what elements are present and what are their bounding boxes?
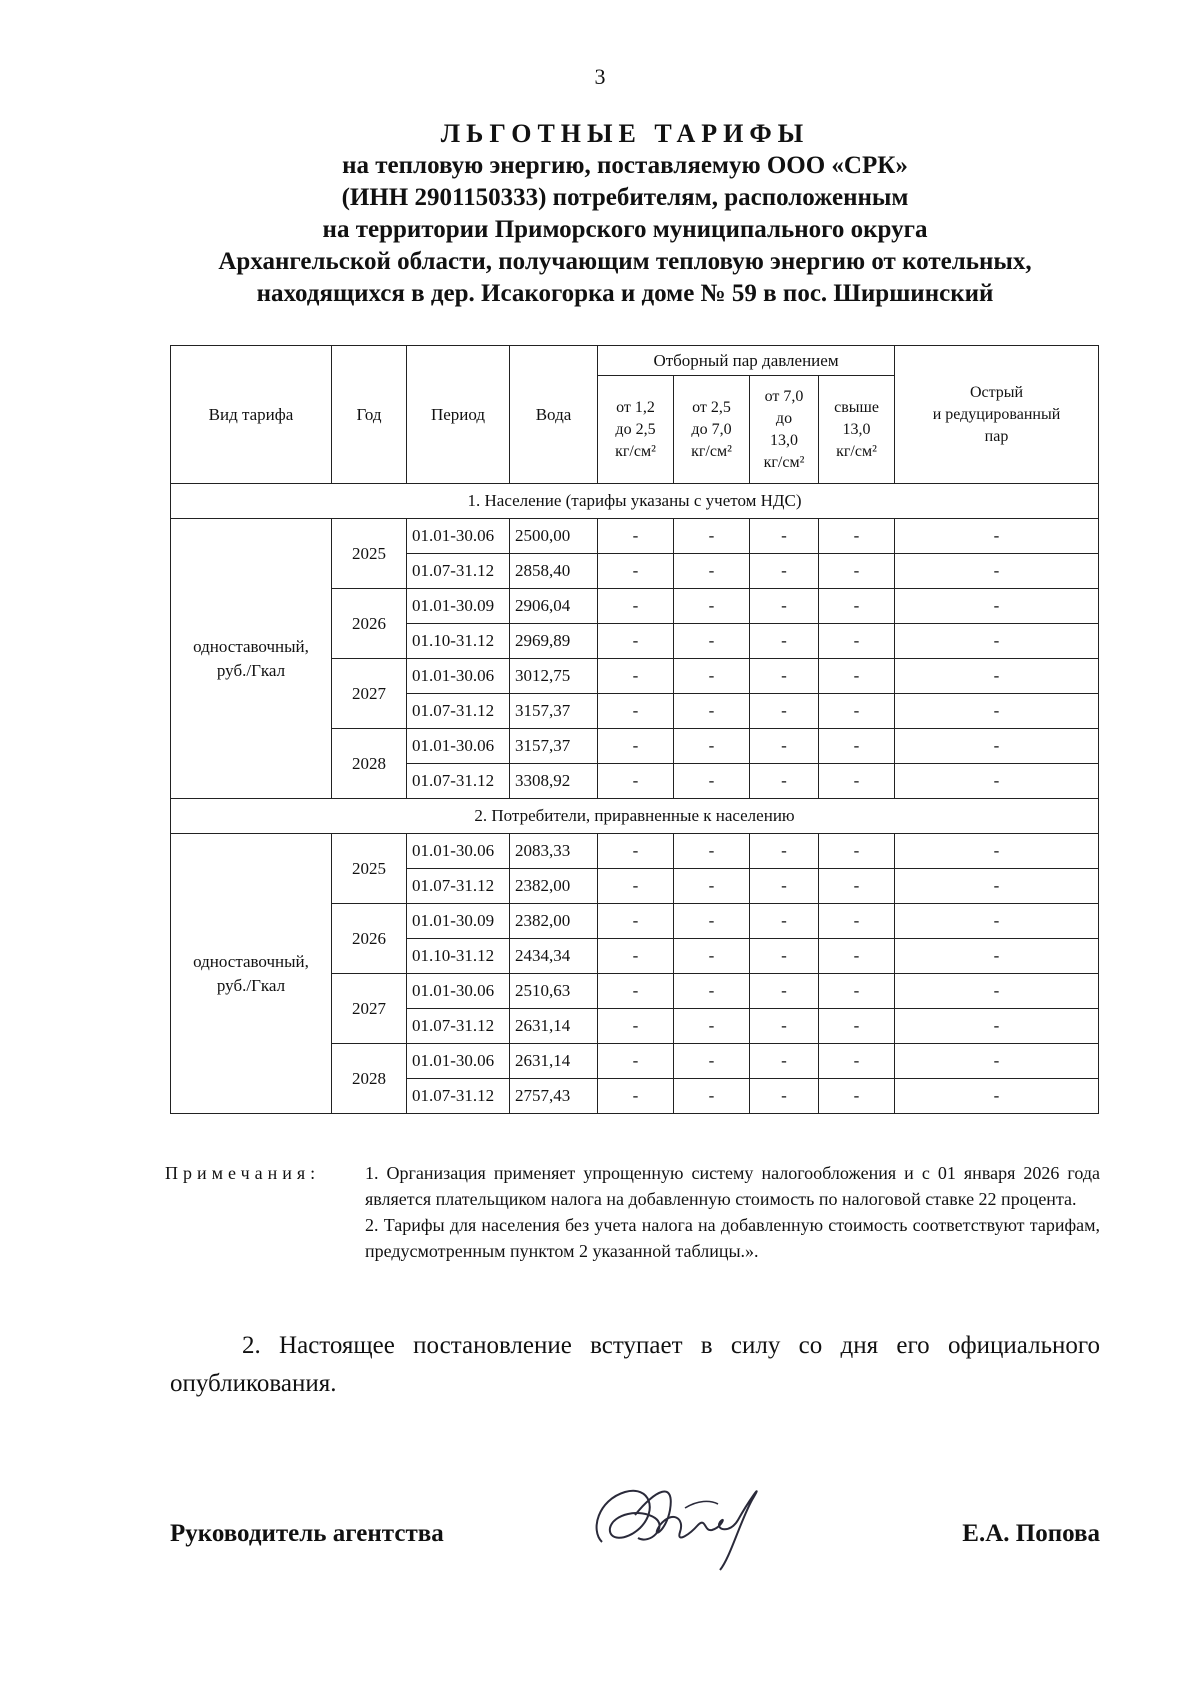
notes-label: Примечания: xyxy=(165,1163,321,1183)
p3-tariff-cell: - xyxy=(750,974,819,1009)
header-period: Период xyxy=(407,346,510,484)
year-cell: 2025 xyxy=(332,519,407,589)
p1-tariff-cell: - xyxy=(598,974,674,1009)
sharp-tariff-cell: - xyxy=(895,904,1099,939)
period-cell: 01.10-31.12 xyxy=(407,939,510,974)
period-cell: 01.07-31.12 xyxy=(407,1009,510,1044)
p3-tariff-cell: - xyxy=(750,764,819,799)
period-cell: 01.07-31.12 xyxy=(407,764,510,799)
p3-tariff-cell: - xyxy=(750,554,819,589)
period-cell: 01.01-30.06 xyxy=(407,729,510,764)
period-cell: 01.01-30.06 xyxy=(407,659,510,694)
p3-tariff-cell: - xyxy=(750,589,819,624)
p1-tariff-cell: - xyxy=(598,1009,674,1044)
header-p2-line-3: кг/см² xyxy=(691,442,732,460)
header-pressure-2 xyxy=(674,376,750,484)
title-line-6: находящихся в дер. Исакогорка и доме № 59 в пос. Ширшинский xyxy=(256,280,994,307)
p2-tariff-cell: - xyxy=(674,764,750,799)
period-cell: 01.01-30.06 xyxy=(407,834,510,869)
p3-tariff-cell: - xyxy=(750,939,819,974)
p1-tariff-cell: - xyxy=(598,939,674,974)
header-sharp-line-3: пар xyxy=(984,427,1009,445)
water-tariff-cell: 3157,37 xyxy=(510,694,598,729)
tariff-type-line-1: одноставочный, xyxy=(193,636,309,656)
p3-tariff-cell: - xyxy=(750,729,819,764)
p4-tariff-cell: - xyxy=(819,729,895,764)
header-pressure-3 xyxy=(750,376,819,484)
p2-tariff-cell: - xyxy=(674,659,750,694)
sharp-tariff-cell: - xyxy=(895,554,1099,589)
sharp-tariff-cell: - xyxy=(895,974,1099,1009)
period-cell: 01.01-30.06 xyxy=(407,1044,510,1079)
page-number: 3 xyxy=(594,64,606,89)
year-cell: 2028 xyxy=(332,1044,407,1114)
p2-tariff-cell: - xyxy=(674,1044,750,1079)
p1-tariff-cell: - xyxy=(598,869,674,904)
p4-tariff-cell: - xyxy=(819,904,895,939)
p3-tariff-cell: - xyxy=(750,659,819,694)
year-cell: 2026 xyxy=(332,589,407,659)
period-cell: 01.07-31.12 xyxy=(407,554,510,589)
effective-date-clause: 2. Настоящее постановление вступает в силу со дня его официального опубликования. xyxy=(170,1332,1100,1397)
p1-tariff-cell: - xyxy=(598,1044,674,1079)
p4-tariff-cell: - xyxy=(819,554,895,589)
p4-tariff-cell: - xyxy=(819,519,895,554)
sharp-tariff-cell: - xyxy=(895,1044,1099,1079)
p4-tariff-cell: - xyxy=(819,1079,895,1114)
header-p4-line-3: кг/см² xyxy=(836,442,877,460)
water-tariff-cell: 3308,92 xyxy=(510,764,598,799)
p1-tariff-cell: - xyxy=(598,554,674,589)
p1-tariff-cell: - xyxy=(598,904,674,939)
signer-name: Е.А. Попова xyxy=(962,1520,1100,1547)
header-p2-line-1: от 2,5 xyxy=(692,398,731,416)
p3-tariff-cell: - xyxy=(750,1079,819,1114)
water-tariff-cell: 2906,04 xyxy=(510,589,598,624)
header-p1-line-2: до 2,5 xyxy=(615,420,656,438)
p2-tariff-cell: - xyxy=(674,834,750,869)
header-year: Год xyxy=(332,346,407,484)
period-cell: 01.07-31.12 xyxy=(407,869,510,904)
p4-tariff-cell: - xyxy=(819,939,895,974)
header-p3-line-1: от 7,0 xyxy=(764,387,804,405)
sharp-tariff-cell: - xyxy=(895,624,1099,659)
p4-tariff-cell: - xyxy=(819,869,895,904)
water-tariff-cell: 2434,34 xyxy=(510,939,598,974)
p2-tariff-cell: - xyxy=(674,869,750,904)
water-tariff-cell: 2083,33 xyxy=(510,834,598,869)
p1-tariff-cell: - xyxy=(598,589,674,624)
water-tariff-cell: 2382,00 xyxy=(510,869,598,904)
water-tariff-cell: 2969,89 xyxy=(510,624,598,659)
period-cell: 01.01-30.06 xyxy=(407,974,510,1009)
sharp-tariff-cell: - xyxy=(895,659,1099,694)
p2-tariff-cell: - xyxy=(674,974,750,1009)
water-tariff-cell: 2858,40 xyxy=(510,554,598,589)
p4-tariff-cell: - xyxy=(819,1044,895,1079)
header-tariff-type: Вид тарифа xyxy=(171,346,332,484)
sharp-tariff-cell: - xyxy=(895,1009,1099,1044)
p4-tariff-cell: - xyxy=(819,624,895,659)
header-water: Вода xyxy=(510,346,598,484)
p4-tariff-cell: - xyxy=(819,834,895,869)
notes xyxy=(165,1160,1100,1264)
p4-tariff-cell: - xyxy=(819,1009,895,1044)
header-pressure-4 xyxy=(819,376,895,484)
header-p4-line-2: 13,0 xyxy=(842,420,871,438)
period-cell: 01.01-30.09 xyxy=(407,589,510,624)
tariff-table xyxy=(170,345,1099,1114)
p4-tariff-cell: - xyxy=(819,659,895,694)
header-p3-line-3: 13,0 xyxy=(770,431,798,449)
water-tariff-cell: 2510,63 xyxy=(510,974,598,1009)
header-p3-line-4: кг/см² xyxy=(763,453,805,471)
tariff-type-cell xyxy=(171,834,332,1114)
period-cell: 01.07-31.12 xyxy=(407,694,510,729)
water-tariff-cell: 3012,75 xyxy=(510,659,598,694)
water-tariff-cell: 2382,00 xyxy=(510,904,598,939)
title-line-5: Архангельской области, получающим тепловую энергию от котельных, xyxy=(218,248,1032,275)
p1-tariff-cell: - xyxy=(598,729,674,764)
p3-tariff-cell: - xyxy=(750,1044,819,1079)
p4-tariff-cell: - xyxy=(819,764,895,799)
header-p3-line-2: до xyxy=(775,409,793,427)
p2-tariff-cell: - xyxy=(674,939,750,974)
p2-tariff-cell: - xyxy=(674,694,750,729)
signer-role: Руководитель агентства xyxy=(170,1520,444,1547)
document-title xyxy=(150,118,1100,310)
tariff-table-body xyxy=(171,484,1099,1114)
p1-tariff-cell: - xyxy=(598,624,674,659)
tariff-type-line-1: одноставочный, xyxy=(193,951,309,971)
year-cell: 2026 xyxy=(332,904,407,974)
water-tariff-cell: 2757,43 xyxy=(510,1079,598,1114)
p2-tariff-cell: - xyxy=(674,554,750,589)
water-tariff-cell: 2631,14 xyxy=(510,1009,598,1044)
header-p1-line-3: кг/см² xyxy=(615,442,656,460)
p3-tariff-cell: - xyxy=(750,834,819,869)
p3-tariff-cell: - xyxy=(750,1009,819,1044)
period-cell: 01.01-30.06 xyxy=(407,519,510,554)
sharp-tariff-cell: - xyxy=(895,1079,1099,1114)
p1-tariff-cell: - xyxy=(598,519,674,554)
title-line-2: на тепловую энергию, поставляемую ООО «СРК» xyxy=(342,152,908,179)
title-line-3: (ИНН 2901150333) потребителям, расположенным xyxy=(341,184,909,211)
water-tariff-cell: 2631,14 xyxy=(510,1044,598,1079)
p1-tariff-cell: - xyxy=(598,764,674,799)
sharp-tariff-cell: - xyxy=(895,519,1099,554)
header-sharp-line-2: и редуцированный xyxy=(932,405,1061,423)
sharp-tariff-cell: - xyxy=(895,939,1099,974)
header-pressure-1 xyxy=(598,376,674,484)
p4-tariff-cell: - xyxy=(819,694,895,729)
header-p1-line-1: от 1,2 xyxy=(616,398,655,416)
sharp-tariff-cell: - xyxy=(895,694,1099,729)
header-sharp-line-1: Острый xyxy=(969,383,1024,401)
sharp-tariff-cell: - xyxy=(895,834,1099,869)
period-cell: 01.01-30.09 xyxy=(407,904,510,939)
section-title: 1. Население (тарифы указаны с учетом НДС) xyxy=(171,484,1099,519)
p2-tariff-cell: - xyxy=(674,904,750,939)
p3-tariff-cell: - xyxy=(750,624,819,659)
title-line-4: на территории Приморского муниципального округа xyxy=(322,216,928,243)
header-p4-line-1: свыше xyxy=(834,398,879,416)
period-cell: 01.10-31.12 xyxy=(407,624,510,659)
period-cell: 01.07-31.12 xyxy=(407,1079,510,1114)
year-cell: 2027 xyxy=(332,974,407,1044)
header-steam-group: Отборный пар давлением xyxy=(598,346,895,376)
table-row xyxy=(171,519,1099,554)
notes-body xyxy=(365,1160,1100,1264)
p2-tariff-cell: - xyxy=(674,519,750,554)
p1-tariff-cell: - xyxy=(598,694,674,729)
p4-tariff-cell: - xyxy=(819,974,895,1009)
tariff-type-line-2: руб./Гкал xyxy=(216,660,286,680)
year-cell: 2028 xyxy=(332,729,407,799)
section-header-row xyxy=(171,799,1099,834)
year-cell: 2027 xyxy=(332,659,407,729)
p4-tariff-cell: - xyxy=(819,589,895,624)
tariff-type-line-2: руб./Гкал xyxy=(216,975,286,995)
p2-tariff-cell: - xyxy=(674,589,750,624)
signature-block xyxy=(170,1500,1100,1580)
p3-tariff-cell: - xyxy=(750,694,819,729)
p1-tariff-cell: - xyxy=(598,1079,674,1114)
sharp-tariff-cell: - xyxy=(895,729,1099,764)
tariff-type-cell xyxy=(171,519,332,799)
sharp-tariff-cell: - xyxy=(895,764,1099,799)
water-tariff-cell: 3157,37 xyxy=(510,729,598,764)
note-item-2: 2. Тарифы для населения без учета налога на добавленную стоимость соответствуют тарифам, предусмотренным пунктом 2 указанной таблицы.». xyxy=(365,1215,1100,1261)
title-heading: ЛЬГОТНЫЕ ТАРИФЫ xyxy=(440,119,810,148)
sharp-tariff-cell: - xyxy=(895,869,1099,904)
p2-tariff-cell: - xyxy=(674,729,750,764)
year-cell: 2025 xyxy=(332,834,407,904)
note-item-1: 1. Организация применяет упрощенную систему налогообложения и с 01 января 2026 года является плательщиком налога на добавленную стоимость по налоговой ставке 22 процента. xyxy=(365,1163,1100,1209)
header-sharp-steam xyxy=(895,346,1099,484)
p2-tariff-cell: - xyxy=(674,1009,750,1044)
p3-tariff-cell: - xyxy=(750,904,819,939)
table-row xyxy=(171,834,1099,869)
section-header-row xyxy=(171,484,1099,519)
handwritten-signature xyxy=(580,1470,780,1575)
p2-tariff-cell: - xyxy=(674,1079,750,1114)
p3-tariff-cell: - xyxy=(750,869,819,904)
section-title: 2. Потребители, приравненные к населению xyxy=(171,799,1099,834)
p1-tariff-cell: - xyxy=(598,659,674,694)
sharp-tariff-cell: - xyxy=(895,589,1099,624)
header-p2-line-2: до 7,0 xyxy=(691,420,732,438)
p3-tariff-cell: - xyxy=(750,519,819,554)
water-tariff-cell: 2500,00 xyxy=(510,519,598,554)
p1-tariff-cell: - xyxy=(598,834,674,869)
p2-tariff-cell: - xyxy=(674,624,750,659)
